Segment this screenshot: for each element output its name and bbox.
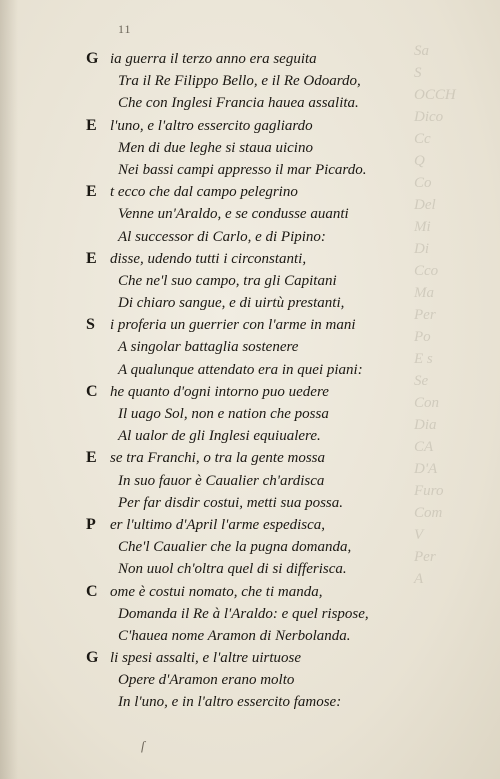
bleed-through-fragment: CA	[414, 439, 434, 455]
verse-text: Opere d'Aramon erano molto	[118, 672, 295, 689]
verse-line	[86, 625, 396, 647]
verse-line	[86, 381, 396, 403]
verse-text: Men di due leghe si staua uicino	[118, 139, 313, 156]
verse-line	[86, 581, 396, 603]
stanza-initial: P	[86, 515, 96, 533]
verse-line	[86, 514, 396, 536]
verse-text: Che con Inglesi Francia hauea assalita.	[118, 95, 359, 112]
stanza	[86, 581, 396, 648]
bleed-through-fragment: Q	[414, 153, 425, 169]
verse-line	[86, 314, 396, 336]
bleed-through-fragment: Dico	[414, 109, 444, 125]
verse-text: l'uno, e l'altro essercito gagliardo	[110, 117, 313, 134]
bleed-through-fragment: Con	[414, 395, 440, 411]
bleed-through-fragment: Del	[414, 197, 436, 213]
stanza-initial: E	[86, 116, 97, 134]
stanza	[86, 181, 396, 248]
verse-line	[86, 226, 396, 248]
stanza-initial: G	[86, 50, 99, 67]
verse-text: disse, udendo tutti i circonstanti,	[110, 250, 307, 267]
catchword: ſ	[141, 738, 145, 753]
verse-line	[86, 248, 396, 270]
bleed-through-fragment: Furo	[414, 483, 444, 499]
verse-text: C'hauea nome Aramon di Nerbolanda.	[118, 627, 351, 644]
verse-line	[86, 536, 396, 558]
verse-text: Al ualor de gli Inglesi equiualere.	[118, 428, 321, 445]
stanza	[86, 115, 396, 182]
bleed-through-fragment: Mi	[414, 219, 431, 235]
bleed-through-fragment: E s	[414, 351, 433, 367]
bleed-through-fragment: Se	[414, 373, 429, 389]
verse-line	[86, 447, 396, 469]
bleed-through-fragment: S	[414, 65, 422, 81]
verse-text: er l'ultimo d'April l'arme espedisca,	[110, 516, 326, 533]
bleed-through-fragment: Cco	[414, 263, 439, 279]
verse-line	[86, 425, 396, 447]
verse-text: Di chiaro sangue, e di uirtù prestanti,	[118, 295, 345, 312]
stanza-initial: C	[86, 382, 98, 400]
verse-text: Per far disdir costui, metti sua possa.	[118, 494, 344, 511]
verse-text: t ecco che dal campo pelegrino	[110, 184, 298, 201]
verse-text: he quanto d'ogni intorno puo uedere	[110, 383, 329, 400]
verse-text: A qualunque attendato era in quei piani:	[118, 361, 363, 378]
stanza-initial: S	[86, 316, 95, 334]
bleed-through-fragment: Cc	[414, 131, 431, 147]
verse-text: Al successor di Carlo, e di Pipino:	[118, 228, 326, 245]
bleed-through-fragment: Sa	[414, 43, 429, 59]
page-number: 11	[118, 22, 132, 36]
bleed-through-fragment: Dia	[414, 417, 437, 433]
verse-text: ome è costui nomato, che ti manda,	[110, 583, 323, 600]
stanza-initial: E	[86, 249, 97, 267]
bleed-through-fragment: Po	[414, 329, 431, 345]
bleed-through-fragment: Ma	[414, 285, 434, 301]
stanza	[86, 447, 396, 514]
stanza	[86, 248, 396, 315]
verse-line	[86, 159, 396, 181]
verse-line	[86, 691, 396, 713]
stanza-initial: G	[86, 649, 99, 667]
page-edge-shadow	[0, 0, 18, 779]
verse-line	[86, 137, 396, 159]
verse-line	[86, 270, 396, 292]
bleed-through-fragment: A	[414, 571, 424, 587]
bleed-through-fragment: OCCH	[414, 87, 456, 103]
verse-line	[86, 403, 396, 425]
verse-text: Tra il Re Filippo Bello, e il Re Odoardo,	[118, 73, 361, 90]
verse-line	[86, 492, 396, 514]
stanza	[86, 381, 396, 448]
verse-line	[86, 558, 396, 580]
verse-text: Nei bassi campi appresso il mar Picardo.	[118, 161, 367, 178]
verse-line	[86, 92, 396, 114]
bleed-through-fragment: Per	[414, 549, 436, 565]
verse-text: In suo fauor è Caualier ch'ardisca	[118, 472, 325, 489]
poem-stanzas	[86, 48, 396, 714]
verse-text: Domanda il Re à l'Araldo: e quel rispose,	[118, 605, 369, 622]
verse-line	[86, 70, 396, 92]
stanza-initial: E	[86, 449, 97, 467]
verse-text: Che'l Caualier che la pugna domanda,	[118, 539, 352, 556]
bleed-through-fragment: Com	[414, 505, 443, 521]
bleed-through-fragment: Per	[414, 307, 436, 323]
bleed-through-text	[414, 40, 494, 590]
verse-line	[86, 336, 396, 358]
stanza-initial: C	[86, 582, 98, 600]
verse-line	[86, 603, 396, 625]
bleed-through-fragment: D'A	[414, 461, 438, 477]
stanza	[86, 647, 396, 714]
stanza	[86, 514, 396, 581]
verse-line	[86, 647, 396, 669]
stanza	[86, 48, 396, 115]
verse-line	[86, 115, 396, 137]
verse-line	[86, 181, 396, 203]
verse-line	[86, 669, 396, 691]
stanza-initial: E	[86, 183, 97, 201]
verse-text: li spesi assalti, e l'altre uirtuose	[110, 650, 301, 667]
verse-line	[86, 203, 396, 225]
verse-text: i proferia un guerrier con l'arme in mani	[110, 317, 356, 334]
verse-text: A singolar battaglia sostenere	[118, 339, 299, 356]
bleed-through-fragment: V	[414, 527, 424, 543]
verse-text: se tra Franchi, o tra la gente mossa	[110, 450, 325, 467]
verse-text: Il uago Sol, non e nation che possa	[118, 406, 329, 422]
verse-text: In l'uno, e in l'altro essercito famose:	[118, 694, 342, 711]
verse-line	[86, 359, 396, 381]
verse-text: ia guerra il terzo anno era seguita	[110, 51, 317, 67]
verse-line	[86, 48, 396, 70]
verse-text: Non uuol ch'oltra quel di si differisca.	[118, 561, 347, 578]
verse-text: Che ne'l suo campo, tra gli Capitani	[118, 272, 337, 289]
verse-text: Venne un'Araldo, e se condusse auanti	[118, 206, 349, 223]
bleed-through-fragment: Di	[414, 241, 429, 257]
verse-line	[86, 470, 396, 492]
bleed-through-fragment: Co	[414, 175, 432, 191]
stanza	[86, 314, 396, 381]
verse-line	[86, 292, 396, 314]
